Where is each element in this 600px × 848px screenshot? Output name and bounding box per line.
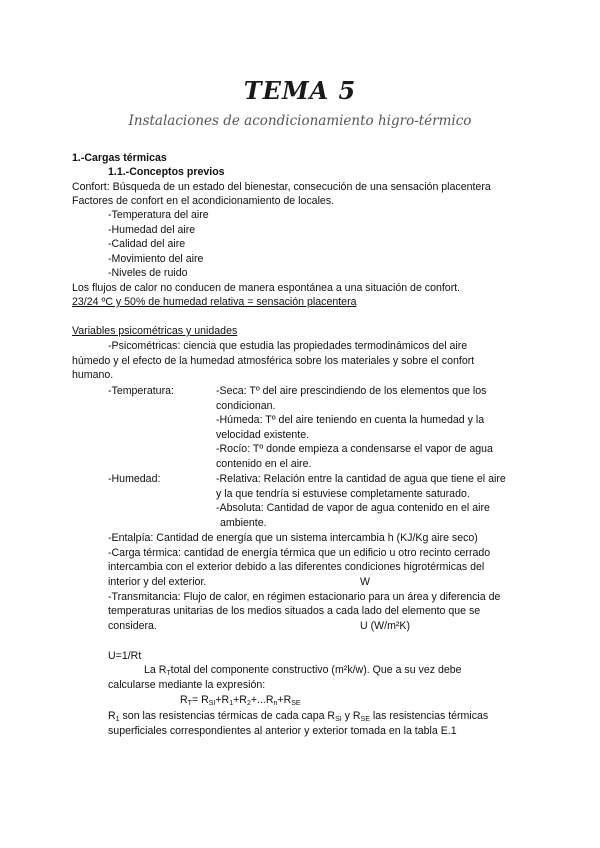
temperatura-line: contenido en el aire. [216,458,312,470]
rt-description: La $R_Ttotal$ del componente constructivo (m²k/w). Que a su vez debe [144,664,462,677]
u-equation: U=1/Rt [108,650,142,662]
factor-item: -Temperatura del aire [108,209,209,221]
placentera-text: 23/24 ºC y 50% de humedad relativa = sensación placentera [72,296,357,308]
rt-equation: $R_T= R_{SI}+R_1+R_2+...R_n+R_{SE}$ [180,694,301,707]
carga-line: -Carga térmica: cantidad de energía térmica que un edificio u otro recinto cerrado [108,547,491,559]
confort-definition: Confort: Búsqueda de un estado del bienestar, consecución de una sensación placentera [72,181,491,193]
factor-item: -Humedad del aire [108,224,196,236]
page-subtitle: Instalaciones de acondicionamiento higro-térmico [128,113,472,129]
factor-item: -Calidad del aire [108,238,186,250]
transmitancia-line: temperaturas unitarias de los medios situados a cada lado del elemento que se [108,605,481,617]
resistencias-line-2: superficiales correspondientes al anterior y exterior tomada en la tabla E.1 [108,725,457,737]
temperatura-label: -Temperatura: [108,385,174,397]
temperatura-line: condicionan. [216,400,276,412]
carga-line: intercambia con el exterior debido a las diferentes condiciones higrotérmicas del [108,561,485,573]
humedad-label: -Humedad: [108,473,161,485]
entalpia-text: -Entalpía: Cantidad de energía que un sistema intercambia h (KJ/Kg aire seco) [108,532,478,544]
psicrometricas-line: húmedo y el efecto de la humedad atmosférica sobre los materiales y sobre el confort [72,355,475,367]
temperatura-line: -Seca: Tº del aire prescindiendo de los elementos que los [216,385,487,397]
transmitancia-unit: U (W/m²K) [360,620,411,632]
factor-item: -Movimiento del aire [108,253,204,265]
page-title: TEMA 5 [243,76,357,105]
transmitancia-line: -Transmitancia: Flujo de calor, en régimen estacionario para un área y diferencia de [108,591,501,603]
carga-line: interior y del exterior. [108,576,207,588]
humedad-line: y la que tendría si estuviese completamente saturado. [216,488,470,500]
section-heading: 1.-Cargas térmicas [72,152,167,164]
temperatura-line: -Rocío: Tº donde empieza a condensarse el vapor de agua [216,443,493,455]
temperatura-line: -Húmeda: Tº del aire teniendo en cuenta la humedad y la [216,414,485,426]
factores-intro: Factores de confort en el acondicionamiento de locales. [72,195,335,207]
resistencias-line: $R_1$ son las resistencias térmicas de cada capa $R_{SI}$ y $R_{SE}$ las resistencias térmicas [108,710,489,723]
rt-description-2: calcularse mediante la expresión: [108,679,266,691]
transmitancia-line: considera. [108,620,157,632]
factor-item: -Niveles de ruido [108,267,188,279]
flujos-text: Los flujos de calor no conducen de manera espontánea a una situación de confort. [72,282,461,294]
carga-unit: W [360,576,370,588]
psicrometricas-line: humano. [72,369,114,381]
psicrometricas-line: -Psicométricas: ciencia que estudia las propiedades termodinámicos del aire [108,340,468,352]
variables-heading: Variables psicométricas y unidades [72,325,238,337]
humedad-line: -Absoluta: Cantidad de vapor de agua contenido en el aire [216,502,490,514]
temperatura-line: velocidad existente. [216,429,310,441]
subsection-heading: 1.1.-Conceptos previos [108,166,225,178]
humedad-line: -Relativa: Relación entre la cantidad de agua que tiene el aire [216,473,506,485]
humedad-line: ambiente. [220,517,267,529]
